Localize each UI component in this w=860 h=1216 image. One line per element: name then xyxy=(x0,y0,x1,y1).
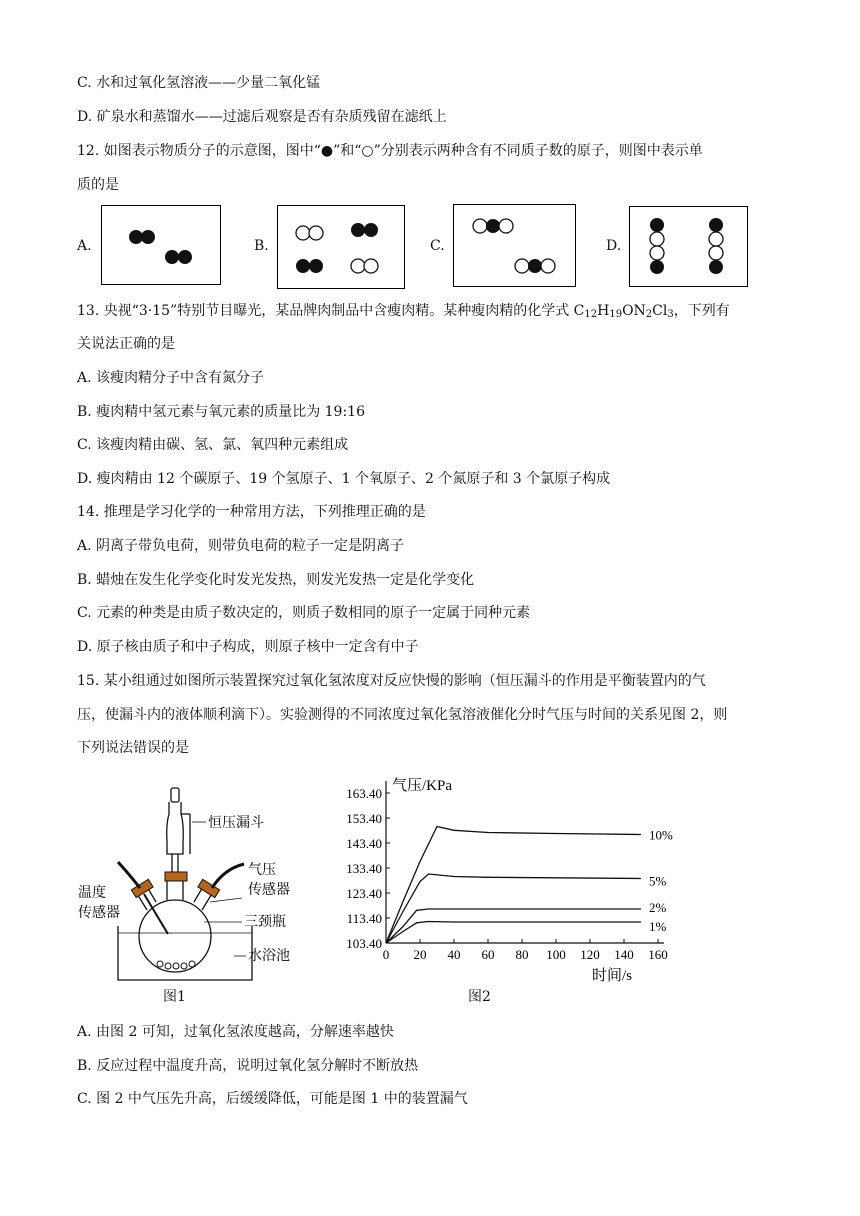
chart-y-tick-label: 123.40 xyxy=(346,886,382,901)
q15-option-a: A. 由图 2 可知，过氧化氢浓度越高，分解速率越快 xyxy=(77,1024,394,1040)
chart-x-tick-label: 160 xyxy=(648,947,668,962)
q13-option-d: D. 瘦肉精由 12 个碳原子、19 个氢原子、1 个氧原子、2 个氮原子和 3 个氯原子构成 xyxy=(77,471,611,487)
pressure-time-chart xyxy=(330,770,690,985)
q12-option-c-diagram xyxy=(453,204,576,287)
chart-x-tick-label: 120 xyxy=(580,947,600,962)
chart-series-label: 2% xyxy=(649,900,667,915)
chart-series-label: 1% xyxy=(649,919,667,934)
q14-option-a: A. 阴离子带负电荷，则带负电荷的粒子一定是阴离子 xyxy=(77,538,405,554)
q13-option-a: A. 该瘦肉精分子中含有氮分子 xyxy=(77,370,265,386)
chart-x-tick-label: 0 xyxy=(382,947,390,962)
molecule-diagram-a xyxy=(102,206,220,284)
temp-sensor-label-1: 温度 xyxy=(78,886,106,901)
q12-option-d-diagram xyxy=(629,206,748,287)
water-bath-drawing xyxy=(118,926,252,980)
chart-series-label: 5% xyxy=(649,873,667,889)
molecule-diagram-d xyxy=(630,207,747,286)
chart-x-tick-label: 80 xyxy=(515,947,529,962)
q11-option-c: C. 水和过氧化氢溶液——少量二氧化锰 xyxy=(77,75,321,91)
chart-x-tick-label: 100 xyxy=(546,947,566,962)
water-bath-label: 水浴池 xyxy=(248,949,290,964)
q12-stem-cont: 质的是 xyxy=(77,177,119,193)
chart-series-line-1pct xyxy=(386,922,641,944)
chart-x-tick-label: 20 xyxy=(413,947,427,962)
chart-series-line-10pct xyxy=(386,827,641,944)
chart-y-tick-label: 103.40 xyxy=(346,936,382,951)
pressure-funnel-drawing xyxy=(167,788,190,876)
temp-sensor-label-2: 传感器 xyxy=(78,906,120,921)
q13-stem-cont: 关说法正确的是 xyxy=(77,336,175,352)
molecule-diagram-b xyxy=(278,206,404,288)
pressure-sensor-wire xyxy=(212,864,244,888)
q14-option-b: B. 蜡烛在发生化学变化时发光发热，则发光发热一定是化学变化 xyxy=(77,572,475,588)
chart-y-axis-label: 气压/KPa xyxy=(392,778,453,794)
temp-sensor-wire xyxy=(118,862,140,888)
chart-x-tick-label: 60 xyxy=(481,947,495,962)
chart-x-tick-label: 140 xyxy=(614,947,634,962)
figure-1-caption: 图1 xyxy=(163,989,186,1005)
q12-stem: 12. 如图表示物质分子的示意图，图中“●”和“○”分别表示两种含有不同质子数的原子，则图中表示单 xyxy=(77,143,703,159)
q14-option-c: C. 元素的种类是由质子数决定的，则质子数相同的原子一定属于同种元素 xyxy=(77,605,531,621)
q13-option-b: B. 瘦肉精中氢元素与氧元素的质量比为 19:16 xyxy=(77,404,365,420)
chart-y-tick-label: 163.40 xyxy=(346,786,382,801)
funnel-label: 恒压漏斗 xyxy=(208,816,264,831)
q14-option-d: D. 原子核由质子和中子构成，则原子核中一定含有中子 xyxy=(77,639,419,655)
flask-label: 三颈瓶 xyxy=(244,915,286,930)
chart-y-tick-label: 143.40 xyxy=(346,836,382,851)
chart-y-tick-label: 153.40 xyxy=(346,811,382,826)
chart-y-tick-label: 113.40 xyxy=(346,911,382,926)
chart-series-label: 10% xyxy=(649,827,673,843)
q12-option-b-label: B. xyxy=(254,238,269,254)
q12-option-b-diagram xyxy=(277,205,405,289)
q13-stem: 13. 央视“3·15”特别节目曝光，某品牌肉制品中含瘦肉精。某种瘦肉精的化学式 $C_{12}H_{19}ON_2Cl_3$，下列有 xyxy=(77,303,730,320)
q15-stem-cont: 压，使漏斗内的液体顺利滴下）。实验测得的不同浓度过氧化氢溶液催化分时气压与时间的关系见图 2，则 xyxy=(77,707,728,723)
temp-sensor-probe xyxy=(144,894,168,934)
chart-y-tick-label: 133.40 xyxy=(346,861,382,876)
q15-stem: 15. 某小组通过如图所示装置探究过氧化氢浓度对反应快慢的影响（恒压漏斗的作用是平衡装置内的气 xyxy=(77,673,706,689)
q15-option-c: C. 图 2 中气压先升高，后缓缓降低，可能是图 1 中的装置漏气 xyxy=(77,1091,468,1107)
q11-option-d: D. 矿泉水和蒸馏水——过滤后观察是否有杂质残留在滤纸上 xyxy=(77,109,447,125)
chart-x-tick-label: 40 xyxy=(447,947,461,962)
figure-2-caption: 图2 xyxy=(468,989,491,1005)
chart-series-line-2pct xyxy=(386,909,641,943)
q15-stem-cont2: 下列说法错误的是 xyxy=(77,740,189,756)
q12-option-a-diagram xyxy=(101,205,221,285)
molecule-diagram-c xyxy=(454,205,575,286)
q12-option-c-label: C. xyxy=(430,238,445,254)
q15-option-b: B. 反应过程中温度升高，说明过氧化氢分解时不断放热 xyxy=(77,1058,419,1074)
pressure-sensor-label-1: 气压 xyxy=(248,863,276,878)
pressure-sensor-label-2: 传感器 xyxy=(248,883,290,898)
q13-option-c: C. 该瘦肉精由碳、氢、氯、氧四种元素组成 xyxy=(77,437,349,453)
three-neck-flask-drawing xyxy=(136,881,213,972)
stopper-top xyxy=(165,872,187,881)
apparatus-figure xyxy=(74,784,324,1004)
boiling-chips xyxy=(157,961,195,969)
q14-stem: 14. 推理是学习化学的一种常用方法，下列推理正确的是 xyxy=(77,504,426,520)
q12-option-d-label: D. xyxy=(606,238,622,254)
chart-x-axis-label: 时间/s xyxy=(592,968,633,984)
q12-option-a-label: A. xyxy=(77,238,92,254)
